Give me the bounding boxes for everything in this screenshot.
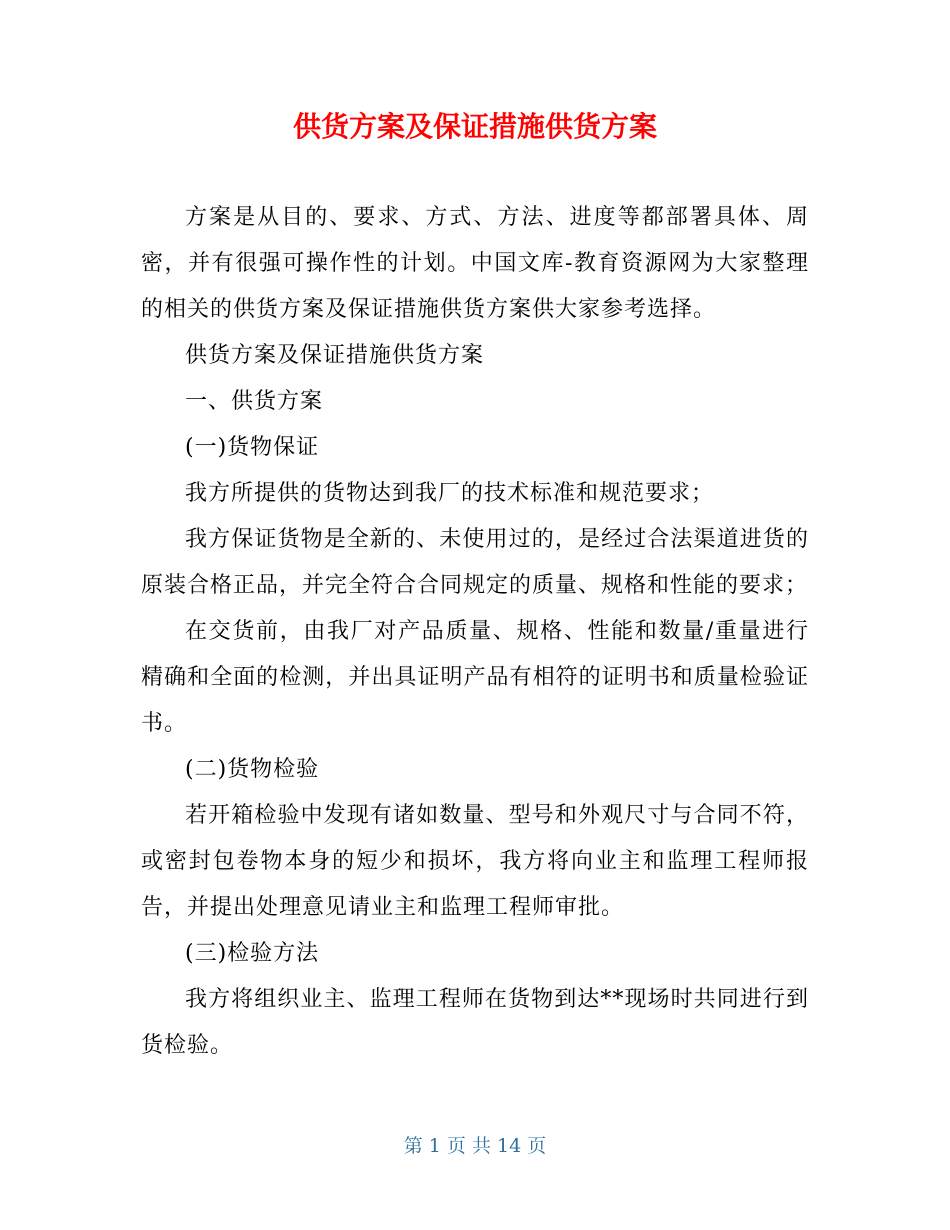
paragraph-unpacking-inspection: 若开箱检验中发现有诸如数量、型号和外观尺寸与合同不符，或密封包卷物本身的短少和损坏，我方将向业主和监理工程师报告，并提出处理意见请业主和监理工程师审批。 <box>141 803 809 920</box>
subsection-heading-inspection-method: (三)检验方法 <box>185 941 320 966</box>
page-footer <box>0 1132 950 1160</box>
paragraph-standards: 我方所提供的货物达到我厂的技术标准和规范要求； <box>185 481 715 506</box>
footer-middle: 页 共 <box>446 1135 491 1157</box>
section-heading-supply-plan: 一、供货方案 <box>185 389 324 414</box>
paragraph-subtitle: 供货方案及保证措施供货方案 <box>185 343 485 368</box>
footer-prefix: 第 <box>403 1135 423 1157</box>
subsection-heading-goods-inspection: (二)货物检验 <box>185 757 320 782</box>
paragraph-intro: 方案是从目的、要求、方式、方法、进度等都部署具体、周密，并有很强可操作性的计划。中国文库-教育资源网为大家整理的相关的供货方案及保证措施供货方案供大家参考选择。 <box>141 205 809 322</box>
footer-suffix: 页 <box>527 1135 547 1157</box>
document-body <box>141 195 809 1069</box>
paragraph-pre-delivery-inspection: 在交货前，由我厂对产品质量、规格、性能和数量/重量进行精确和全面的检测，并出具证明产品有相符的证明书和质量检验证书。 <box>141 619 809 736</box>
footer-page-number: 1 <box>428 1135 441 1157</box>
footer-total-pages: 14 <box>497 1135 522 1157</box>
paragraph-arrival-inspection: 我方将组织业主、监理工程师在货物到达**现场时共同进行到货检验。 <box>141 987 809 1058</box>
subsection-heading-goods-guarantee: (一)货物保证 <box>185 435 320 460</box>
paragraph-genuine-goods: 我方保证货物是全新的、未使用过的，是经过合法渠道进货的原装合格正品，并完全符合合同规定的质量、规格和性能的要求； <box>141 527 809 598</box>
document-title: 供货方案及保证措施供货方案 <box>292 109 657 143</box>
